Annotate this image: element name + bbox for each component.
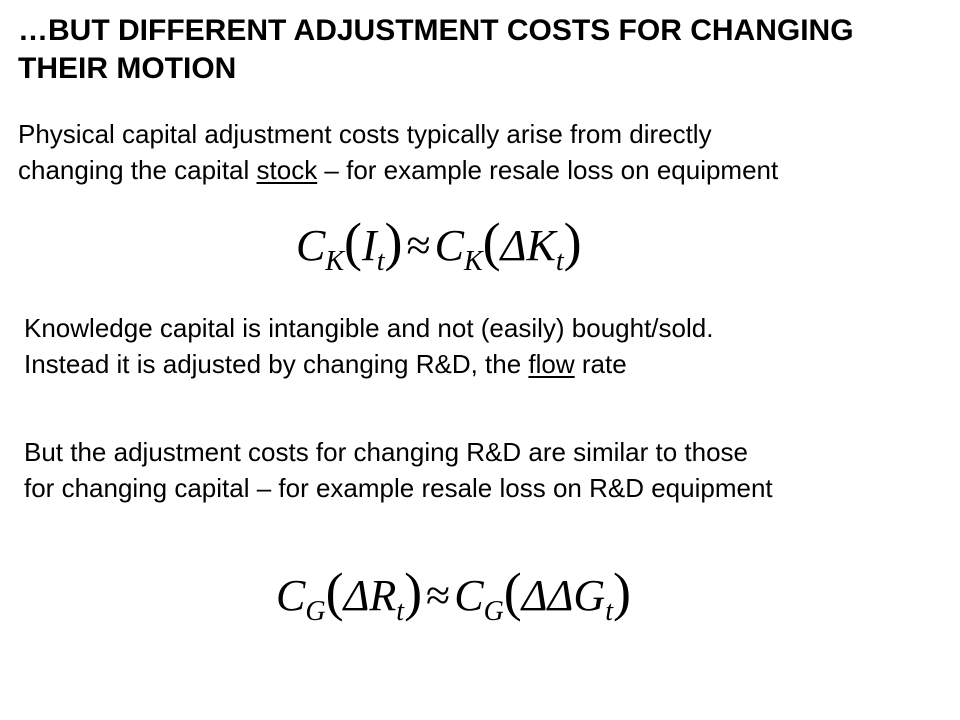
rd-adjustment-line-1: But the adjustment costs for changing R&D are similar to those (24, 437, 749, 467)
eq-paren: ( (325, 562, 344, 622)
eq-paren: ) (613, 562, 631, 622)
underlined-stock: stock (256, 155, 318, 185)
line-text: – for example resale loss on equipment (317, 155, 779, 185)
eq-sub: G (305, 596, 326, 627)
eq-sub: K (463, 246, 483, 277)
eq-arg: I (362, 221, 377, 270)
equation-capital-adjustment (296, 212, 582, 276)
eq-func: C (454, 571, 484, 620)
eq-paren: ) (404, 562, 423, 622)
slide-title: …BUT DIFFERENT ADJUSTMENT COSTS FOR CHANGING THEIR MOTION (18, 14, 854, 85)
equation-rd-adjustment (276, 562, 631, 626)
underlined-flow: flow (528, 349, 575, 379)
eq-func: C (276, 571, 306, 620)
eq-operator: ≈ (406, 221, 431, 270)
physical-capital-line-1: Physical capital adjustment costs typically arise from directly (18, 119, 712, 149)
eq-sub: t (605, 596, 613, 627)
physical-capital-line-2 (18, 152, 778, 188)
eq-paren: ( (482, 212, 501, 272)
knowledge-capital-line-1: Knowledge capital is intangible and not (easily) bought/sold. (24, 313, 714, 343)
eq-paren: ( (503, 562, 522, 622)
eq-func: C (434, 221, 464, 270)
line-text: rate (574, 349, 627, 379)
eq-sub: G (483, 596, 504, 627)
eq-arg: ΔΔG (521, 571, 606, 620)
eq-arg: ΔK (500, 221, 556, 270)
line-text: Instead it is adjusted by changing R&D, the (24, 349, 529, 379)
knowledge-capital-paragraph (24, 310, 713, 382)
eq-paren: ) (384, 212, 403, 272)
eq-operator: ≈ (426, 571, 451, 620)
eq-sub: t (376, 246, 385, 277)
rd-adjustment-paragraph (24, 434, 773, 506)
eq-sub: t (396, 596, 405, 627)
eq-paren: ) (563, 212, 582, 272)
physical-capital-paragraph (18, 116, 778, 188)
eq-func: C (296, 221, 326, 270)
eq-arg: ΔR (343, 571, 397, 620)
eq-paren: ( (344, 212, 363, 272)
eq-sub: K (325, 246, 345, 277)
knowledge-capital-line-2 (24, 346, 713, 382)
eq-sub: t (555, 246, 564, 277)
rd-adjustment-line-2: for changing capital – for example resale loss on R&D equipment (24, 473, 773, 503)
line-text: changing the capital (18, 155, 257, 185)
